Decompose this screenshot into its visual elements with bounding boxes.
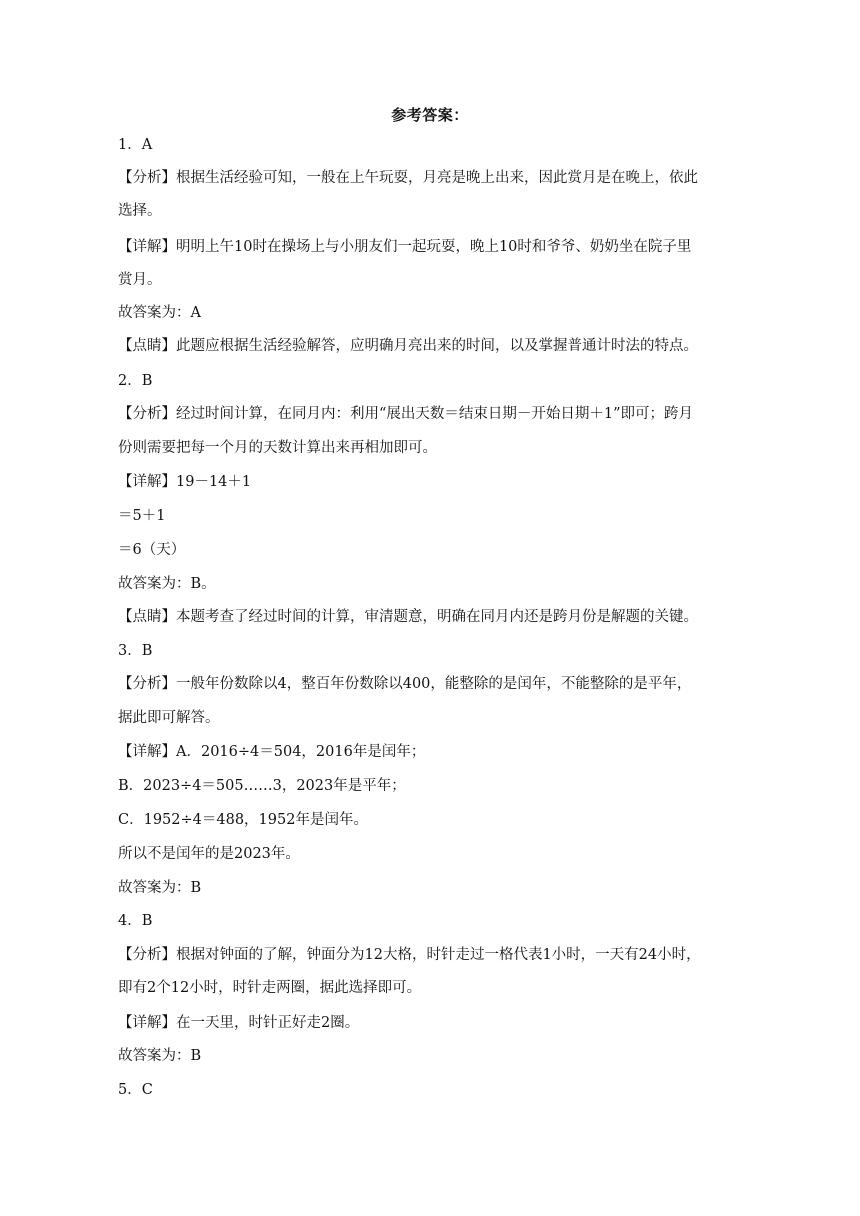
- detail-text: 【详解】在一天里，时针正好走2圈。: [118, 1015, 360, 1031]
- comment-text: 【点睛】本题考查了经过时间的计算，审清题意，明确在同月内还是跨月份是解题的关键。: [118, 609, 698, 625]
- calculation-line: ＝6（天）: [118, 542, 186, 558]
- conclusion-text: 所以不是闰年的是2023年。: [118, 846, 300, 862]
- calculation-line: B．2023÷4＝505……3，2023年是平年；: [118, 778, 406, 794]
- analysis-text: 【分析】根据生活经验可知，一般在上午玩耍，月亮是晚上出来，因此赏月是在晚上，依此: [118, 170, 698, 186]
- analysis-text: 【分析】一般年份数除以4，整百年份数除以400，能整除的是闰年，不能整除的是平年，: [118, 676, 692, 692]
- comment-text: 【点睛】此题应根据生活经验解答，应明确月亮出来的时间，以及掌握普通计时法的特点。: [118, 338, 698, 354]
- detail-text: 【详解】A．2016÷4＝504，2016年是闰年；: [118, 744, 426, 760]
- analysis-text: 【分析】根据对钟面的了解，钟面分为12大格，时针走过一格代表1小时，一天有24小时，: [118, 947, 701, 963]
- analysis-text-continued: 即有2个12小时，时针走两圈，据此选择即可。: [118, 980, 422, 996]
- answer-number: 5．C: [118, 1082, 153, 1098]
- analysis-text: 【分析】经过时间计算，在同月内：利用“展出天数＝结束日期－开始日期＋1”即可；跨月: [118, 406, 694, 422]
- analysis-text-continued: 选择。: [118, 203, 162, 219]
- answer-number: 1．A: [118, 137, 153, 153]
- final-answer: 故答案为：A: [118, 305, 201, 321]
- analysis-text-continued: 据此即可解答。: [118, 710, 220, 726]
- answer-number: 3．B: [118, 643, 153, 659]
- detail-text-continued: 赏月。: [118, 272, 162, 288]
- final-answer: 故答案为：B: [118, 1048, 202, 1064]
- final-answer: 故答案为：B。: [118, 576, 216, 592]
- detail-text: 【详解】明明上午10时在操场上与小朋友们一起玩耍，晚上10时和爷爷、奶奶坐在院子里: [118, 239, 692, 255]
- calculation-line: C．1952÷4＝488，1952年是闰年。: [118, 812, 368, 828]
- detail-text: 【详解】19－14＋1: [118, 474, 252, 490]
- answer-number: 2．B: [118, 373, 153, 389]
- analysis-text-continued: 份则需要把每一个月的天数计算出来再相加即可。: [118, 440, 437, 456]
- calculation-line: ＝5＋1: [118, 508, 166, 524]
- answer-number: 4．B: [118, 913, 153, 929]
- final-answer: 故答案为：B: [118, 880, 202, 896]
- page-title: 参考答案：: [391, 106, 469, 124]
